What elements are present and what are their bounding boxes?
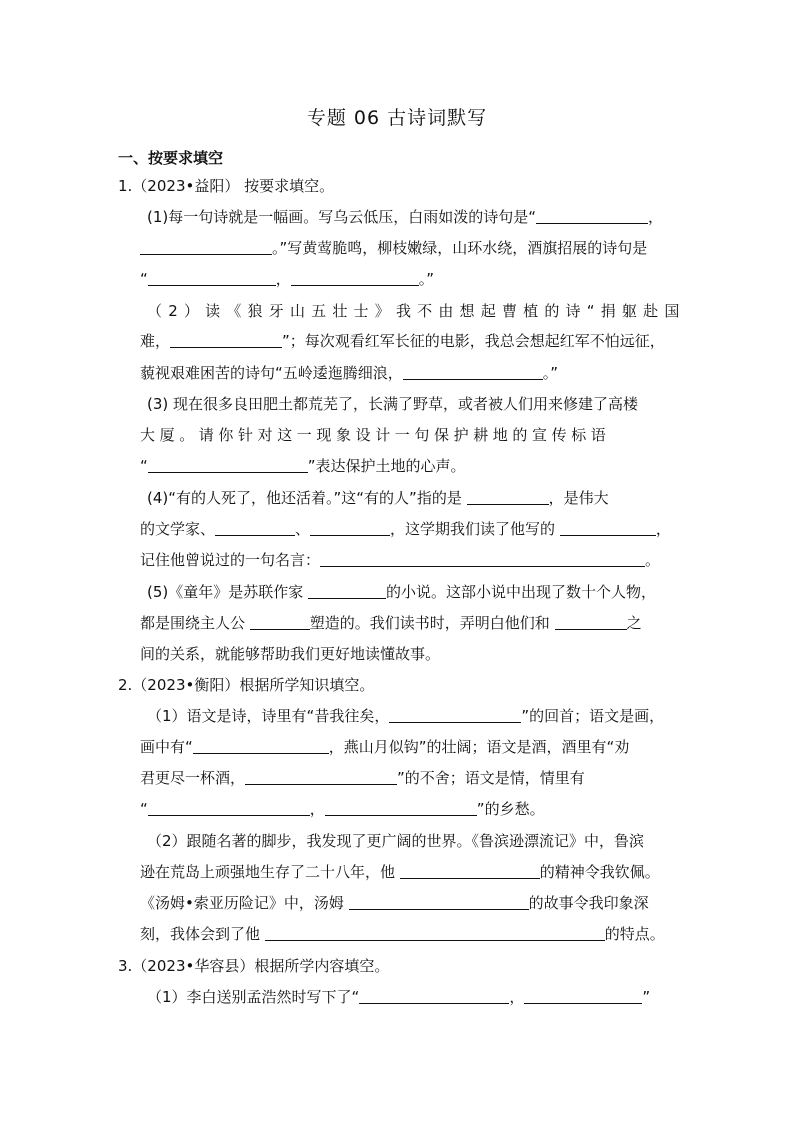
text: ， (509, 988, 525, 1006)
text: (4)“有的人死了，他还活着。”这“有的人”指的是 (147, 489, 467, 507)
section-heading: 一、按要求填空 (118, 149, 224, 167)
q2-part1-line3 (140, 767, 585, 789)
text: 都是围绕主人公 (140, 614, 250, 632)
answer-blank[interactable] (148, 800, 310, 816)
text: ， (648, 208, 664, 226)
question-number: 3.（2023•华容县）根据所学内容填空。 (118, 957, 390, 975)
answer-blank[interactable] (560, 520, 656, 536)
answer-blank[interactable] (524, 988, 642, 1004)
answer-blank[interactable] (170, 332, 282, 348)
text: 。”写黄莺脆鸣，柳枝嫩绿，山环水绕，酒旗招展的诗句是 (272, 239, 648, 257)
answer-blank[interactable] (291, 270, 419, 286)
answer-blank[interactable] (148, 457, 308, 473)
text: 。” (542, 364, 559, 382)
q2-part2-line2 (140, 861, 660, 883)
q1-part3-line1 (147, 393, 638, 415)
text: ，是伟大 (548, 489, 609, 507)
text: ， (655, 520, 671, 538)
text: 之 (626, 614, 642, 632)
text: ”的回首；语文是画， (521, 707, 665, 725)
answer-blank[interactable] (349, 894, 529, 910)
text: 君更尽一杯酒， (140, 769, 246, 787)
text: 逊在荒岛上顽强地生存了二十八年，他 (140, 863, 400, 881)
text: 《汤姆•索亚历险记》中，汤姆 (140, 894, 349, 912)
q2-part2-line1 (147, 830, 644, 852)
answer-blank[interactable] (359, 988, 509, 1004)
text: 记住他曾说过的一句名言： (140, 551, 321, 569)
answer-blank[interactable] (555, 614, 627, 630)
answer-blank[interactable] (245, 769, 397, 785)
text: 的文学家、 (140, 520, 216, 538)
answer-blank[interactable] (265, 925, 605, 941)
q1-part5-line2 (140, 612, 642, 634)
answer-blank[interactable] (310, 520, 390, 536)
q1-part2-line3 (140, 362, 558, 384)
text: (3) 现在很多良田肥土都荒芜了，长满了野草，或者被人们用来修建了高楼 (147, 395, 639, 413)
answer-blank[interactable] (536, 208, 648, 224)
q2-part1-line1 (147, 705, 664, 727)
q1-part3-line3 (140, 455, 466, 477)
q3-part1-line1 (147, 986, 650, 1008)
text: 。 (645, 551, 661, 569)
q2-part1-line4 (140, 798, 545, 820)
text: ， (309, 800, 325, 818)
text: ”的不舍；语文是情，情里有 (397, 769, 585, 787)
text: （2）读《狼牙山五壮士》我不由想起曹植的诗“捐躯赴国 (147, 302, 686, 320)
answer-blank[interactable] (193, 738, 329, 754)
text: (1)每一句诗就是一幅画。写乌云低压，白雨如泼的诗句是“ (147, 208, 537, 226)
text: （2）跟随名著的脚步，我发现了更广阔的世界。《鲁滨逊漂流记》中，鲁滨 (147, 832, 645, 850)
text: 、 (295, 520, 311, 538)
answer-blank[interactable] (148, 270, 276, 286)
text: ， (275, 270, 291, 288)
q1-part5-line3 (140, 643, 440, 665)
text: 塑造的。我们读书时，弄明白他们和 (309, 614, 555, 632)
q1-part2-line1 (147, 300, 686, 322)
answer-blank[interactable] (140, 239, 272, 255)
text: 刻，我体会到了他 (140, 925, 265, 943)
text: 画中有“ (140, 738, 193, 756)
answer-blank[interactable] (320, 551, 645, 567)
text: （1）语文是诗，诗里有“昔我往矣， (147, 707, 390, 725)
q1-part2-line2 (140, 330, 665, 352)
text: 大厦。请你针对这一现象设计一句保护耕地的宣传标语 (140, 426, 611, 444)
q1-part1-line1 (147, 206, 663, 228)
answer-blank[interactable] (467, 489, 549, 505)
q1-part4-line2 (140, 518, 671, 540)
question-number: 2.（2023•衡阳）根据所学知识填空。 (118, 676, 375, 694)
answer-blank[interactable] (389, 707, 521, 723)
text: (5)《童年》是苏联作家 (147, 583, 309, 601)
text: “ (140, 800, 148, 818)
question-2-header (118, 674, 374, 696)
text: 。” (418, 270, 435, 288)
text: ”；每次观看红军长征的电影，我总会想起红军不怕远征， (282, 332, 665, 350)
question-1-header (118, 175, 334, 197)
question-3-header (118, 955, 389, 977)
answer-blank[interactable] (325, 800, 477, 816)
answer-blank[interactable] (250, 614, 310, 630)
text: ”的乡愁。 (476, 800, 545, 818)
q1-part1-line2 (140, 237, 647, 259)
answer-blank[interactable] (215, 520, 295, 536)
text: 的精神令我钦佩。 (539, 863, 660, 881)
text: 间的关系，就能够帮助我们更好地读懂故事。 (140, 645, 441, 663)
q1-part4-line1 (147, 487, 609, 509)
text: ，这学期我们读了他写的 (390, 520, 560, 538)
q2-part2-line3 (140, 892, 649, 914)
text: “ (140, 270, 148, 288)
q1-part4-line3 (140, 549, 660, 571)
q2-part2-line4 (140, 923, 665, 945)
text: （1）李白送别孟浩然时写下了“ (147, 988, 360, 1006)
text: 的小说。这部小说中出现了数十个人物， (386, 583, 657, 601)
text: “ (140, 457, 148, 475)
answer-blank[interactable] (308, 583, 386, 599)
text: ” (642, 988, 651, 1006)
text: 的故事令我印象深 (528, 894, 649, 912)
q2-part1-line2 (140, 736, 629, 758)
answer-blank[interactable] (400, 863, 540, 879)
text: 藐视艰难困苦的诗句“五岭逶迤腾细浪， (140, 364, 403, 382)
q1-part5-line1 (147, 581, 656, 603)
q1-part3-line2 (140, 424, 610, 446)
page-title: 专题 06 古诗词默写 (306, 107, 488, 129)
question-stem: 按要求填空。 (239, 177, 335, 195)
text: 的特点。 (604, 925, 665, 943)
text: 难， (140, 332, 171, 350)
text: ，燕山月似钩”的壮阔；语文是酒，酒里有“劝 (328, 738, 630, 756)
q1-part1-line3 (140, 268, 434, 290)
text: ”表达保护土地的心声。 (307, 457, 466, 475)
question-number: 1.（2023•益阳） (118, 177, 240, 195)
answer-blank[interactable] (403, 364, 543, 380)
